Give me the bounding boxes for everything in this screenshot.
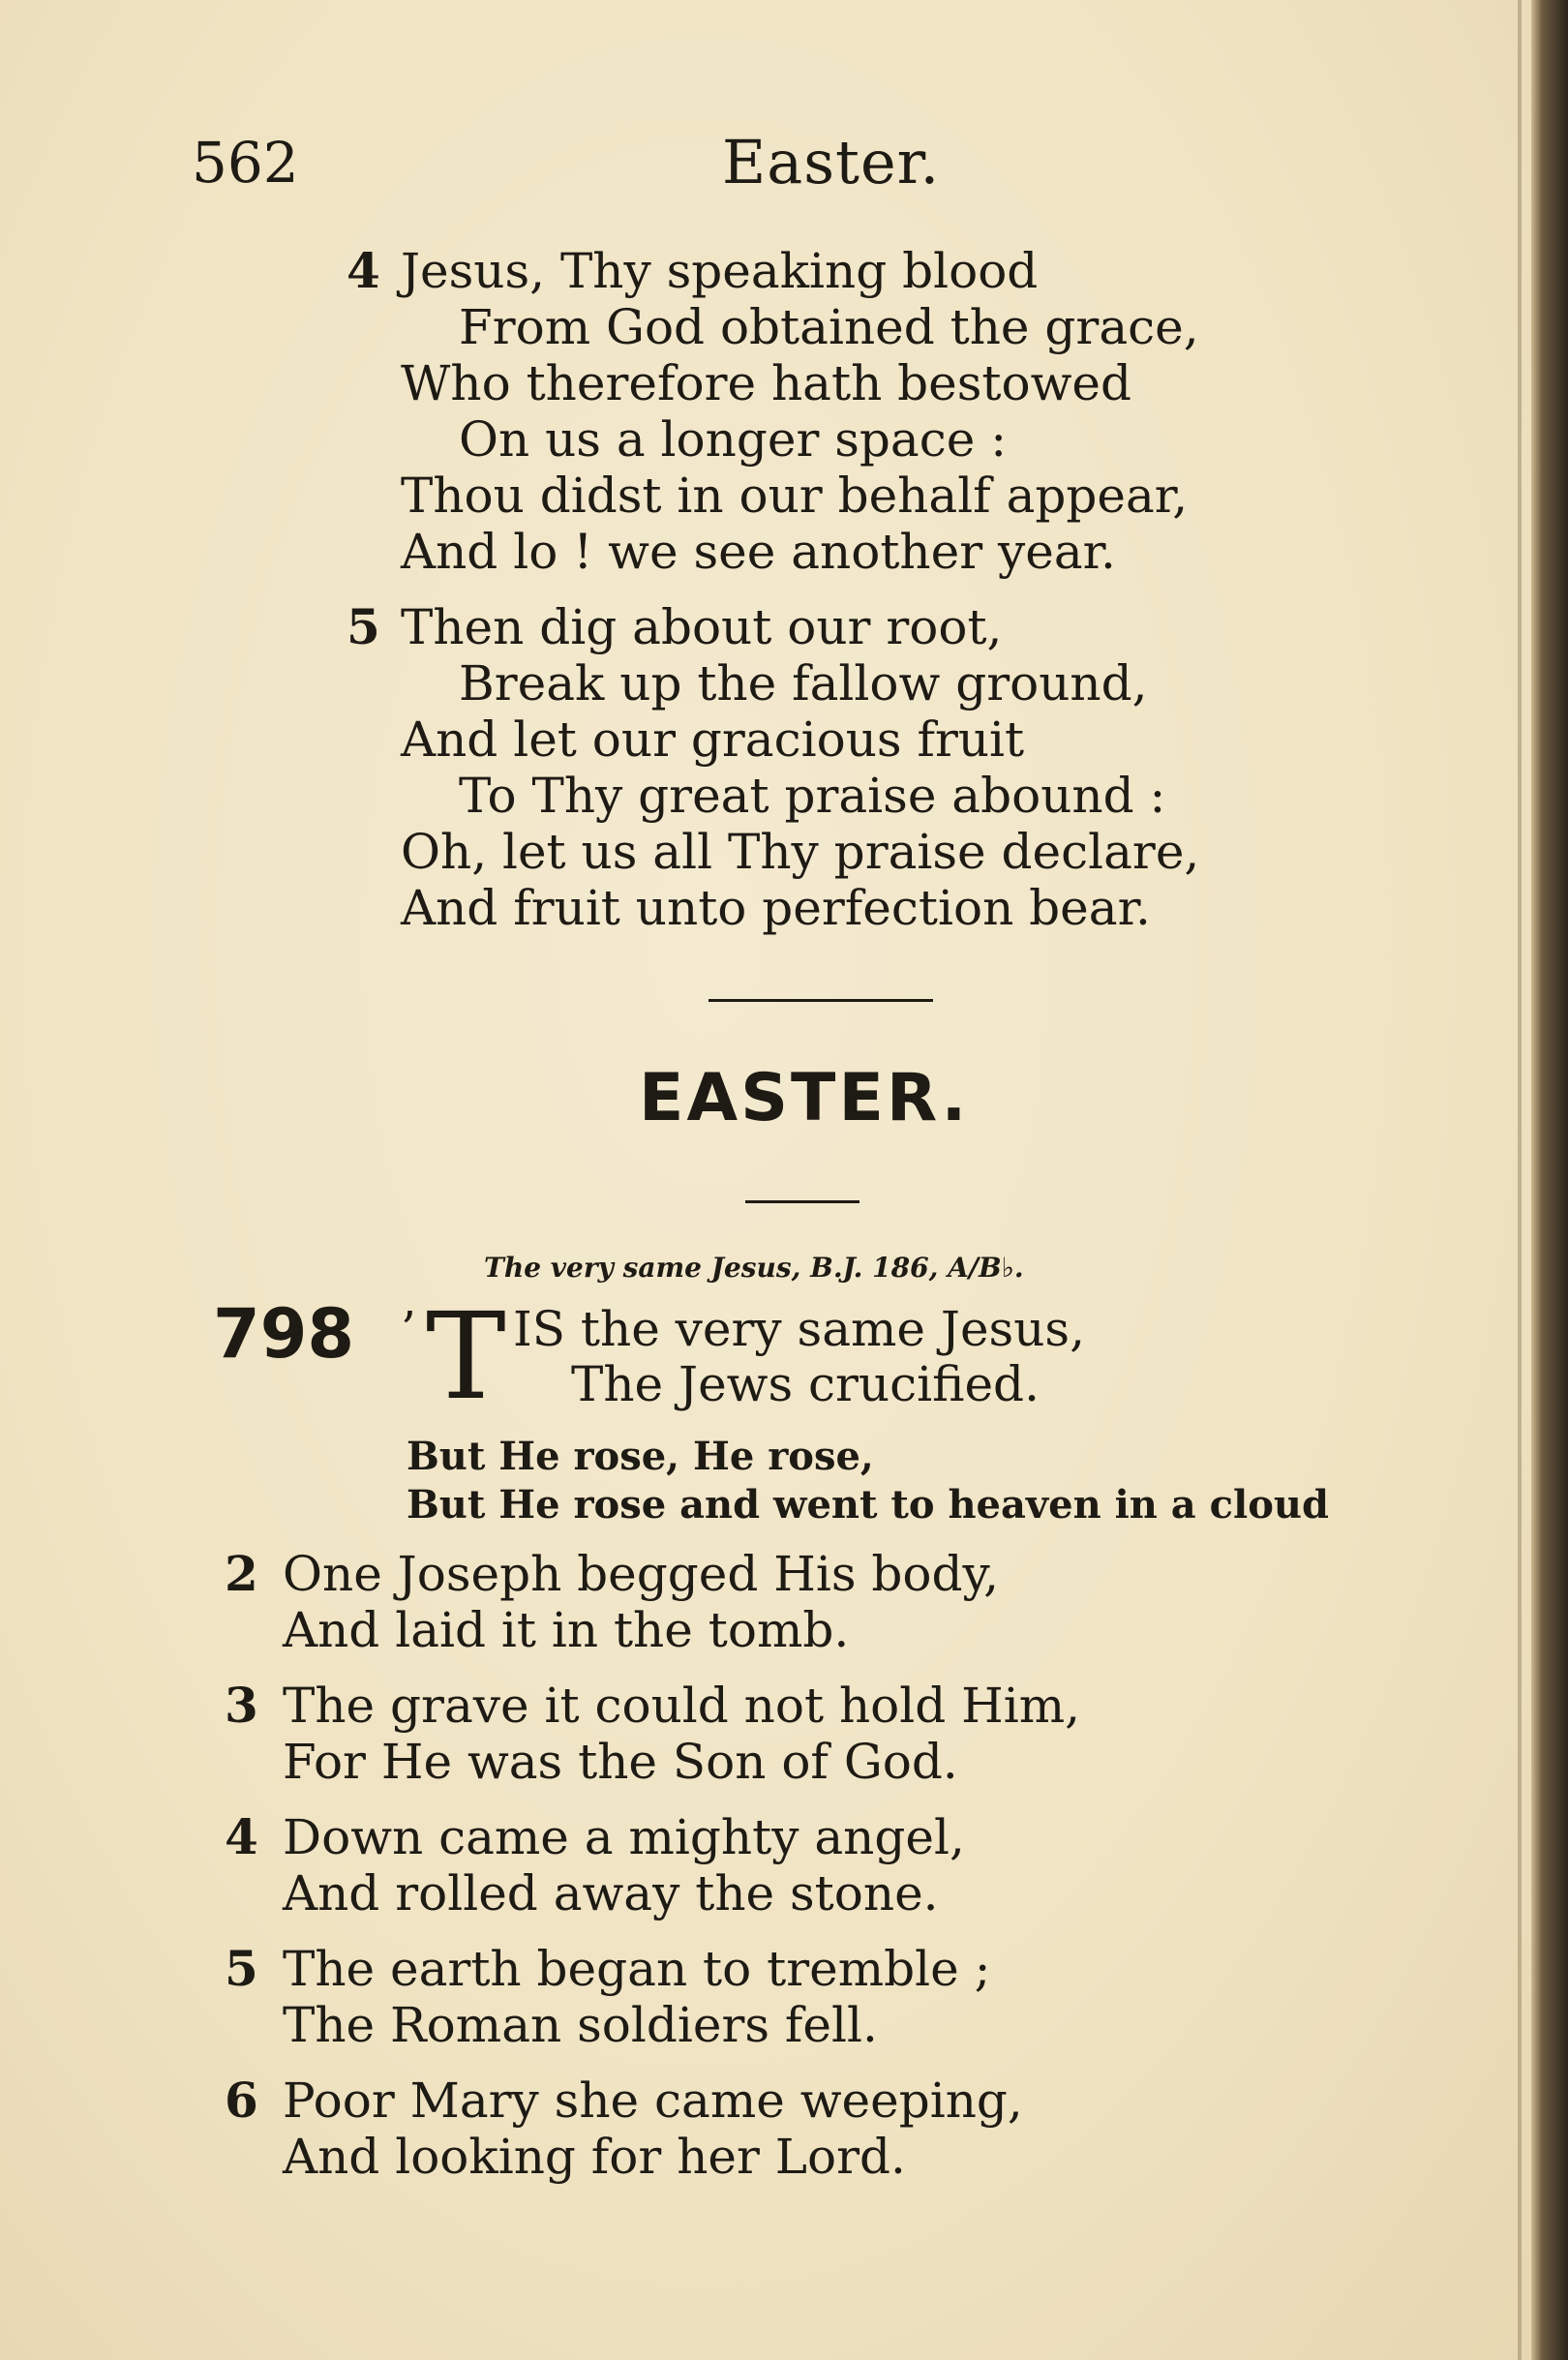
opening-apostrophe: ’: [401, 1301, 416, 1357]
verse-line: Who therefore hath bestowed: [401, 355, 1132, 411]
verse-line: On us a longer space :: [459, 411, 1008, 468]
tune-reference: The very same Jesus, B.J. 186, A/B♭.: [484, 1252, 1024, 1284]
section-title: EASTER.: [639, 1060, 970, 1136]
verse-line: Down came a mighty angel,: [283, 1809, 965, 1865]
verse-line: And rolled away the stone.: [283, 1865, 939, 1921]
verse-number: 5: [225, 1940, 258, 1997]
verse-number: 4: [347, 242, 380, 299]
verse-line: The Roman soldiers fell.: [283, 1997, 878, 2053]
verse-line: Thou didst in our behalf appear,: [401, 468, 1189, 524]
book-spine: [1531, 0, 1568, 2360]
verse-number: 6: [225, 2072, 258, 2129]
chorus-line: But He rose and went to heaven in a cloud: [407, 1482, 1329, 1528]
verse-line: Jesus, Thy speaking blood: [401, 243, 1039, 299]
verse-line: Break up the fallow ground,: [459, 655, 1148, 711]
verse-line: For He was the Son of God.: [283, 1734, 958, 1790]
verse-number: 2: [225, 1545, 258, 1602]
page-header: [192, 124, 1353, 201]
spine-edge-line: [1518, 0, 1522, 2360]
chorus-line: But He rose, He rose,: [407, 1434, 874, 1479]
drop-cap: T: [426, 1287, 506, 1427]
verse-line: From God obtained the grace,: [459, 299, 1199, 355]
verse-line: The grave it could not hold Him,: [283, 1678, 1081, 1734]
verse-line: And looking for her Lord.: [283, 2129, 906, 2185]
verse-line: And lo ! we see another year.: [401, 524, 1116, 580]
verse-line: One Joseph begged His body,: [283, 1546, 1000, 1602]
verse-number: 5: [347, 598, 380, 655]
verse-number: 3: [225, 1677, 258, 1734]
verse-line: Then dig about our root,: [401, 599, 1003, 655]
section-divider-rule: [709, 999, 933, 1002]
verse-line: Oh, let us all Thy praise declare,: [401, 824, 1200, 880]
verse-line: And laid it in the tomb.: [283, 1602, 850, 1658]
verse-line: Poor Mary she came weeping,: [283, 2073, 1023, 2129]
hymn-number: 798: [213, 1294, 355, 1374]
verse-line: The earth began to tremble ;: [283, 1941, 991, 1997]
hymn-second-line: The Jews crucified.: [571, 1356, 1040, 1412]
short-divider-rule: [745, 1200, 859, 1203]
verse-line: To Thy great praise abound :: [459, 768, 1166, 824]
verse-line: And let our gracious fruit: [401, 711, 1025, 768]
verse-line: And fruit unto perfection bear.: [401, 880, 1151, 936]
running-title: Easter.: [722, 127, 941, 197]
page-number: 562: [192, 130, 299, 196]
hymn-first-line: IS the very same Jesus,: [513, 1301, 1085, 1357]
verse-number: 4: [225, 1808, 258, 1865]
